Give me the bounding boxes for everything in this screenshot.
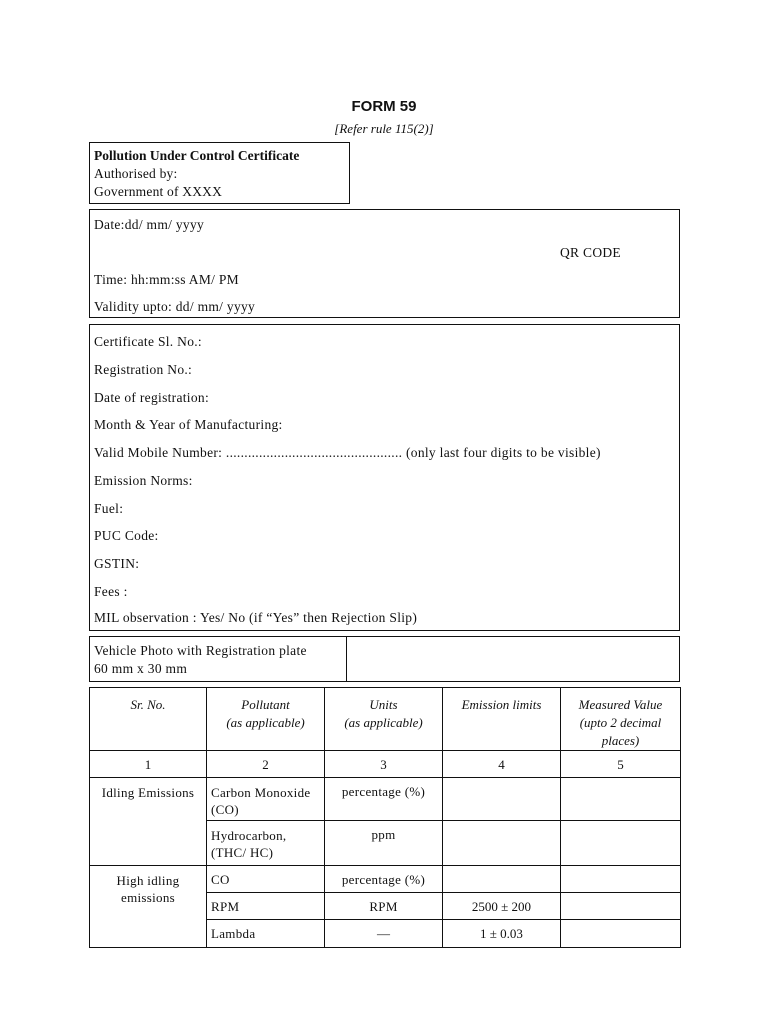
government-label: Government of XXXX: [94, 184, 223, 199]
column-number: 1: [90, 751, 207, 778]
header-emission-limits: Emission limits: [443, 688, 561, 751]
pollutant-cell: Hydrocarbon, (THC/ HC): [207, 821, 325, 866]
registration-date-field: Date of registration:: [94, 390, 210, 405]
vehicle-photo-box: [89, 636, 680, 682]
idling-emissions-label: Idling Emissions: [90, 778, 207, 866]
date-field: Date:dd/ mm/ yyyy: [94, 217, 205, 232]
authorised-by-label: Authorised by:: [94, 166, 178, 181]
emission-norms-field: Emission Norms:: [94, 473, 193, 488]
table-header-row: [90, 688, 681, 751]
mil-observation-field: MIL observation : Yes/ No (if “Yes” then Rejection Slip): [94, 610, 418, 625]
fees-field: Fees :: [94, 584, 128, 599]
vehicle-photo-label: Vehicle Photo with Registration plate: [94, 643, 307, 658]
vehicle-photo-size: 60 mm x 30 mm: [94, 661, 188, 676]
header-pollutant: Pollutant (as applicable): [207, 688, 325, 751]
measured-cell: [561, 821, 681, 866]
measured-cell: [561, 866, 681, 893]
units-cell: —: [325, 920, 443, 948]
fuel-field: Fuel:: [94, 501, 124, 516]
limit-cell: [443, 866, 561, 893]
header-measured-value: Measured Value (upto 2 decimal places): [561, 688, 681, 751]
column-number: 2: [207, 751, 325, 778]
measured-cell: [561, 893, 681, 920]
certificate-serial-field: Certificate Sl. No.:: [94, 334, 202, 349]
vehicle-photo-area: [346, 637, 347, 681]
table-row: [90, 778, 681, 821]
units-cell: percentage (%): [325, 866, 443, 893]
puc-code-field: PUC Code:: [94, 528, 159, 543]
limit-cell: [443, 778, 561, 821]
pollutant-cell: RPM: [207, 893, 325, 920]
time-field: Time: hh:mm:ss AM/ PM: [94, 272, 239, 287]
registration-number-field: Registration No.:: [94, 362, 193, 377]
certificate-header-box: [89, 142, 350, 204]
limit-cell: 1 ± 0.03: [443, 920, 561, 948]
limit-cell: [443, 821, 561, 866]
qr-code-placeholder: QR CODE: [560, 245, 621, 260]
pollutant-cell: Lambda: [207, 920, 325, 948]
table-row: [90, 866, 681, 893]
mobile-number-field: Valid Mobile Number: ................................................ (only last four digits to be visible): [94, 445, 601, 460]
gstin-field: GSTIN:: [94, 556, 140, 571]
header-sr-no: Sr. No.: [90, 688, 207, 751]
units-cell: ppm: [325, 821, 443, 866]
limit-cell: 2500 ± 200: [443, 893, 561, 920]
vehicle-details-box: [89, 324, 680, 631]
pollutant-cell: CO: [207, 866, 325, 893]
validity-field: Validity upto: dd/ mm/ yyyy: [94, 299, 256, 314]
form-rule-reference: [Refer rule 115(2)]: [334, 121, 434, 136]
column-number: 4: [443, 751, 561, 778]
measured-cell: [561, 778, 681, 821]
form-title: FORM 59: [351, 98, 417, 115]
header-units: Units (as applicable): [325, 688, 443, 751]
pollutant-cell: Carbon Monoxide (CO): [207, 778, 325, 821]
column-number: 5: [561, 751, 681, 778]
column-number: 3: [325, 751, 443, 778]
emission-table: [89, 687, 681, 948]
high-idling-emissions-label: High idling emissions: [90, 866, 207, 948]
date-time-box: [89, 209, 680, 318]
measured-cell: [561, 920, 681, 948]
certificate-title: Pollution Under Control Certificate: [94, 148, 300, 163]
manufacturing-date-field: Month & Year of Manufacturing:: [94, 417, 283, 432]
units-cell: RPM: [325, 893, 443, 920]
units-cell: percentage (%): [325, 778, 443, 821]
table-number-row: [90, 751, 681, 778]
